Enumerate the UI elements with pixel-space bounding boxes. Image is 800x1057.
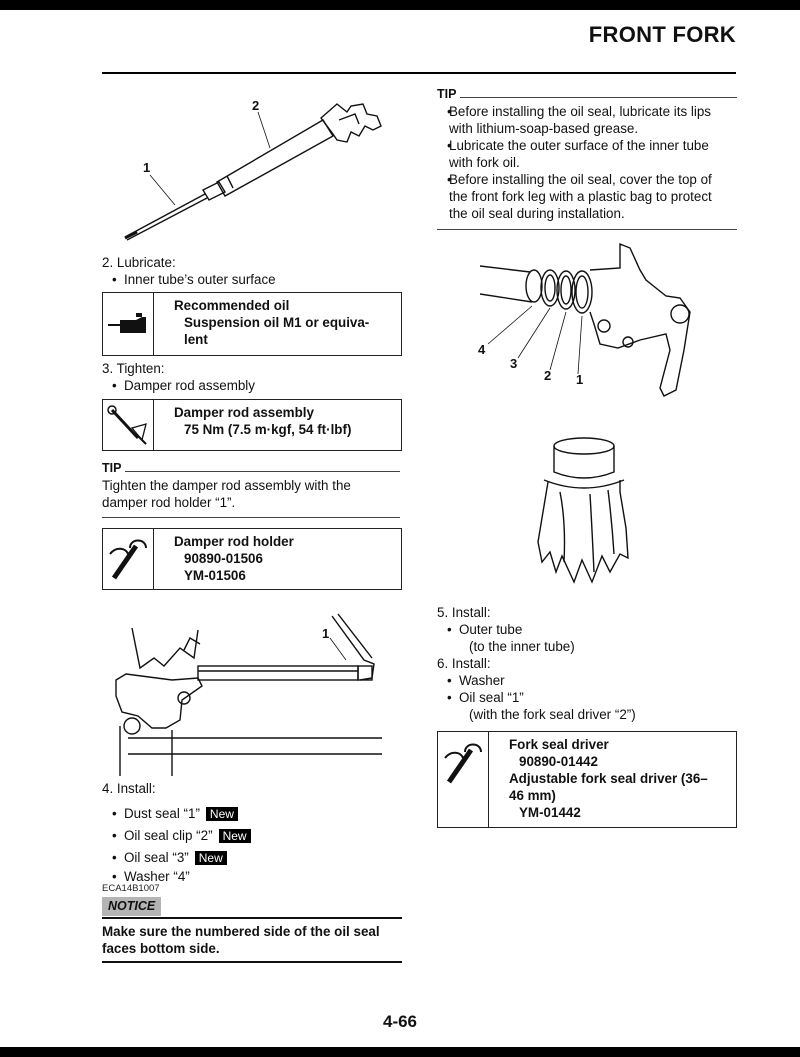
step-4-item-4-text: Washer “4”	[124, 869, 190, 884]
special-tool-icon	[103, 529, 154, 589]
tip-right-end-rule	[437, 229, 737, 230]
spec-torque-title: Damper rod assembly	[174, 405, 314, 420]
tip-right-item-1-line2: with lithium-soap-based grease.	[449, 121, 639, 136]
step-4-item	[102, 803, 402, 825]
tip-right-item-1-line1: • Before installing the oil seal, lubricate its lips	[449, 104, 711, 119]
step-4-item-3-text: Oil seal “3”	[124, 850, 189, 865]
step-3-title: 3. Tighten:	[102, 361, 165, 376]
fig3-label-2: 2	[544, 368, 552, 383]
oil-can-icon	[103, 293, 154, 355]
step-5-bullet: • Outer tube	[437, 621, 737, 638]
spec-box-recommended-oil	[102, 292, 402, 356]
step-5-6	[437, 604, 737, 723]
spec-holder-line2: YM-01506	[184, 568, 246, 583]
tip-left-label: TIP	[102, 461, 122, 475]
step-3-bullet: • Damper rod assembly	[102, 377, 402, 394]
step-5-sub: (to the inner tube)	[469, 639, 575, 654]
spec-driver-line2: YM-01442	[519, 805, 581, 820]
notice-text1: Make sure the numbered side of the oil seal	[102, 924, 380, 939]
tip-right-label: TIP	[437, 87, 457, 101]
new-badge: New	[195, 851, 227, 865]
fig2-label-1: 1	[322, 626, 330, 641]
step-2-bullet: • Inner tube’s outer surface	[102, 271, 402, 288]
spec-holder-title: Damper rod holder	[174, 534, 294, 549]
page-number: 4-66	[382, 1012, 418, 1031]
tip-right-item-3-line1: • Before installing the oil seal, cover the top of	[449, 172, 712, 187]
tip-left-end-rule	[102, 517, 400, 518]
fig3-label-4: 4	[478, 342, 486, 357]
step-4-item-2-text: Oil seal clip “2”	[124, 828, 213, 843]
damper-rod-illustration	[115, 90, 395, 250]
step-6-bullet2: • Oil seal “1”	[437, 689, 737, 706]
special-tool-icon	[438, 732, 489, 827]
step-4-item	[102, 847, 402, 869]
fig3-label-3: 3	[510, 356, 518, 371]
fig1-label-1: 1	[143, 160, 151, 175]
spec-holder-line1: 90890-01506	[184, 551, 263, 566]
spec-torque-text	[154, 400, 359, 450]
spec-driver-title: Fork seal driver	[509, 737, 609, 752]
spec-torque-line1: 75 Nm (7.5 m·kgf, 54 ft·lbf)	[184, 422, 352, 437]
spec-box-fork-seal-driver	[437, 731, 737, 828]
spec-driver-title2a: Adjustable fork seal driver (36–	[509, 771, 708, 786]
notice-heading	[102, 897, 402, 919]
plastic-bag-illustration	[530, 432, 640, 592]
tip-right	[437, 86, 737, 230]
step-4-item	[102, 825, 402, 847]
spec-holder-text	[154, 529, 302, 589]
tip-left	[102, 460, 400, 518]
step-4-item-1-text: Dust seal “1”	[124, 806, 200, 821]
fig3-label-1: 1	[576, 372, 584, 387]
tip-right-item-3-line3: the oil seal during installation.	[449, 206, 625, 221]
new-badge: New	[206, 807, 238, 821]
step-2	[102, 254, 402, 288]
spec-driver-line1: 90890-01442	[519, 754, 598, 769]
tip-right-item	[437, 171, 737, 222]
torque-wrench-icon	[103, 400, 154, 450]
page-title: FRONT FORK	[588, 22, 736, 47]
spec-box-torque	[102, 399, 402, 451]
header-rule	[102, 72, 736, 74]
new-badge: New	[219, 829, 251, 843]
tip-right-item-3-line2: the front fork leg with a plastic bag to protect	[449, 189, 712, 204]
notice-block	[102, 880, 402, 963]
step-6-bullet1: • Washer	[437, 672, 737, 689]
step-4-title: 4. Install:	[102, 781, 156, 796]
tip-left-text1: Tighten the damper rod assembly with the	[102, 478, 351, 493]
step-6-title: 6. Install:	[437, 656, 491, 671]
notice-badge: NOTICE	[102, 897, 161, 916]
fig1-label-2: 2	[252, 98, 260, 113]
notice-code: ECA14B1007	[102, 883, 160, 894]
notice-end-rule	[102, 961, 402, 963]
notice-text2: faces bottom side.	[102, 941, 220, 956]
tip-right-item-2-line2: with fork oil.	[449, 155, 520, 170]
spec-driver-text	[489, 732, 716, 827]
step-5-title: 5. Install:	[437, 605, 491, 620]
top-border-bar	[0, 0, 800, 10]
step-2-title: 2. Lubricate:	[102, 255, 176, 270]
tip-right-item-2-line1: • Lubricate the outer surface of the inner tube	[449, 138, 709, 153]
tip-right-heading	[437, 86, 737, 103]
bottom-border-bar	[0, 1047, 800, 1057]
tip-left-text2: damper rod holder “1”.	[102, 495, 236, 510]
tip-right-item	[437, 103, 737, 137]
step-3	[102, 360, 402, 394]
spec-driver-title2b: 46 mm)	[509, 788, 556, 803]
tip-right-item	[437, 137, 737, 171]
spec-oil-text	[154, 293, 377, 355]
spec-oil-title: Recommended oil	[174, 298, 290, 313]
step-4	[102, 780, 402, 885]
spec-box-damper-rod-holder	[102, 528, 402, 590]
tip-left-heading	[102, 460, 400, 477]
damper-rod-holder-illustration	[102, 608, 402, 778]
fork-seals-illustration	[470, 240, 710, 410]
step-6-sub: (with the fork seal driver “2”)	[469, 707, 636, 722]
spec-oil-line1: Suspension oil M1 or equiva-	[184, 315, 370, 330]
spec-oil-line2: lent	[184, 332, 208, 347]
